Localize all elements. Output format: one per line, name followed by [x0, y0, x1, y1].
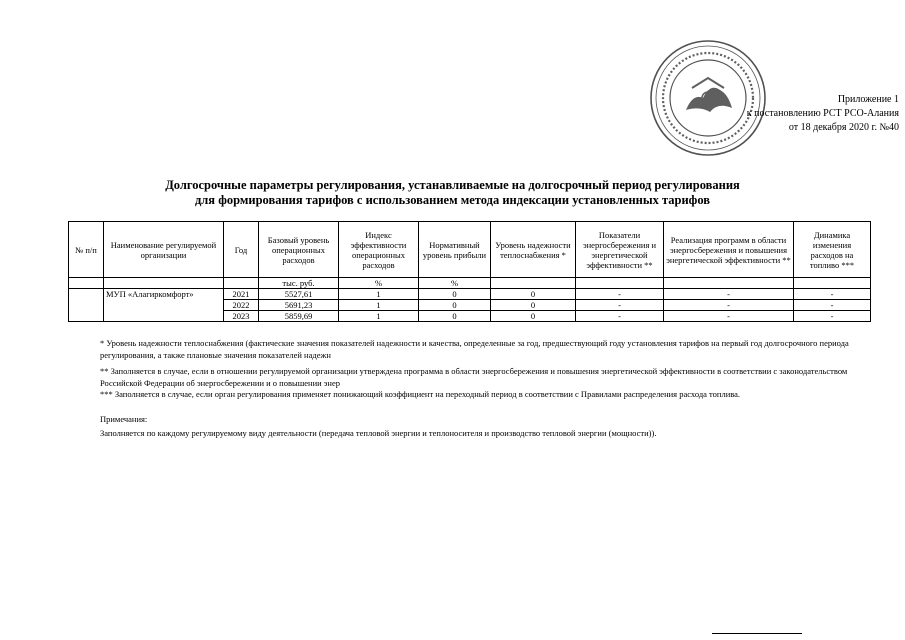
table-row [69, 289, 871, 300]
appendix-header [747, 93, 899, 135]
unit-cell [794, 278, 871, 289]
index-cell: 1 [339, 300, 419, 311]
energy-cell: - [576, 289, 664, 300]
title-line-2: для формирования тарифов с использованием метода индексации установленных тарифов [194, 193, 711, 207]
footnote-fuel [100, 388, 881, 400]
base-cell: 5527,61 [259, 289, 339, 300]
unit-cell [491, 278, 576, 289]
col-header-organization: Наименование регулируемой организации [104, 222, 224, 278]
footnote-reliability-text: * Уровень надежности теплоснабжения (фактические значения показателей надежности и качества, определенные за год, предшествующий году установления тарифов на первый год долгосрочного периода регулирования, а также плановые значения показателей надежн [100, 338, 849, 360]
fuel-cell: - [794, 300, 871, 311]
footnote-reliability [100, 337, 881, 361]
base-cell: 5691,23 [259, 300, 339, 311]
organization-cell: МУП «Алагиркомфорт» [104, 289, 224, 322]
unit-cell [664, 278, 794, 289]
base-cell: 5859,69 [259, 311, 339, 322]
profit-cell: 0 [419, 289, 491, 300]
col-header-year: Год [224, 222, 259, 278]
unit-cell [576, 278, 664, 289]
col-header-profit-level: Нормативный уровень прибыли [419, 222, 491, 278]
divider-line [712, 633, 802, 634]
unit-cell: % [339, 278, 419, 289]
reliability-cell: 0 [491, 289, 576, 300]
col-header-number: № п/п [69, 222, 104, 278]
footnote-fuel-text: *** Заполняется в случае, если орган регулирования применяет понижающий коэффициент на переходный период в соответствии с Правилами распределения расхода топлива. [100, 389, 741, 399]
program-cell: - [664, 311, 794, 322]
reliability-cell: 0 [491, 300, 576, 311]
year-cell: 2022 [224, 300, 259, 311]
col-header-efficiency-index: Индекс эффективности операционных расходов [339, 222, 419, 278]
units-row [69, 278, 871, 289]
footnote-energy-program-text: ** Заполняется в случае, если в отношении регулируемой организации утверждена программа в области энергосбережения и повышения энергетической эффективности в соответствии с законодательством Российской Федерации об энергосбережении и о повышении энер [100, 366, 848, 388]
footnote-energy-program [100, 365, 881, 389]
col-header-programs: Реализация программ в области энергосбережения и повышения энергетической эффективности ** [664, 222, 794, 278]
remarks-text: Заполняется по каждому регулируемому виду деятельности (передача тепловой энергии и теплоносителя и производство тепловой энергии (мощности)). [100, 428, 657, 438]
program-cell: - [664, 289, 794, 300]
col-header-base-level: Базовый уровень операционных расходов [259, 222, 339, 278]
fuel-cell: - [794, 289, 871, 300]
table-header-row [69, 222, 871, 278]
fuel-cell: - [794, 311, 871, 322]
index-cell: 1 [339, 311, 419, 322]
parameters-table [68, 221, 871, 322]
unit-cell [224, 278, 259, 289]
unit-cell [104, 278, 224, 289]
profit-cell: 0 [419, 300, 491, 311]
energy-cell: - [576, 300, 664, 311]
reliability-cell: 0 [491, 311, 576, 322]
appendix-line-2: к постановлению РСТ РСО-Алания [746, 108, 899, 119]
unit-cell: тыс. руб. [259, 278, 339, 289]
document-title [0, 178, 905, 208]
col-header-reliability: Уровень надежности теплоснабжения * [491, 222, 576, 278]
program-cell: - [664, 300, 794, 311]
appendix-line-1: Приложение 1 [837, 94, 899, 105]
unit-cell: % [419, 278, 491, 289]
energy-cell: - [576, 311, 664, 322]
appendix-line-3: от 18 декабря 2020 г. №40 [788, 122, 899, 133]
col-header-energy-saving: Показатели энергосбережения и энергетической эффективности ** [576, 222, 664, 278]
year-cell: 2021 [224, 289, 259, 300]
profit-cell: 0 [419, 311, 491, 322]
index-cell: 1 [339, 289, 419, 300]
col-header-fuel-dynamics: Динамика изменения расходов на топливо *** [794, 222, 871, 278]
row-number-cell [69, 289, 104, 322]
title-line-1: Долгосрочные параметры регулирования, устанавливаемые на долгосрочный период регулирования [165, 178, 740, 192]
unit-cell [69, 278, 104, 289]
year-cell: 2023 [224, 311, 259, 322]
remarks-title: Примечания: [100, 414, 148, 424]
